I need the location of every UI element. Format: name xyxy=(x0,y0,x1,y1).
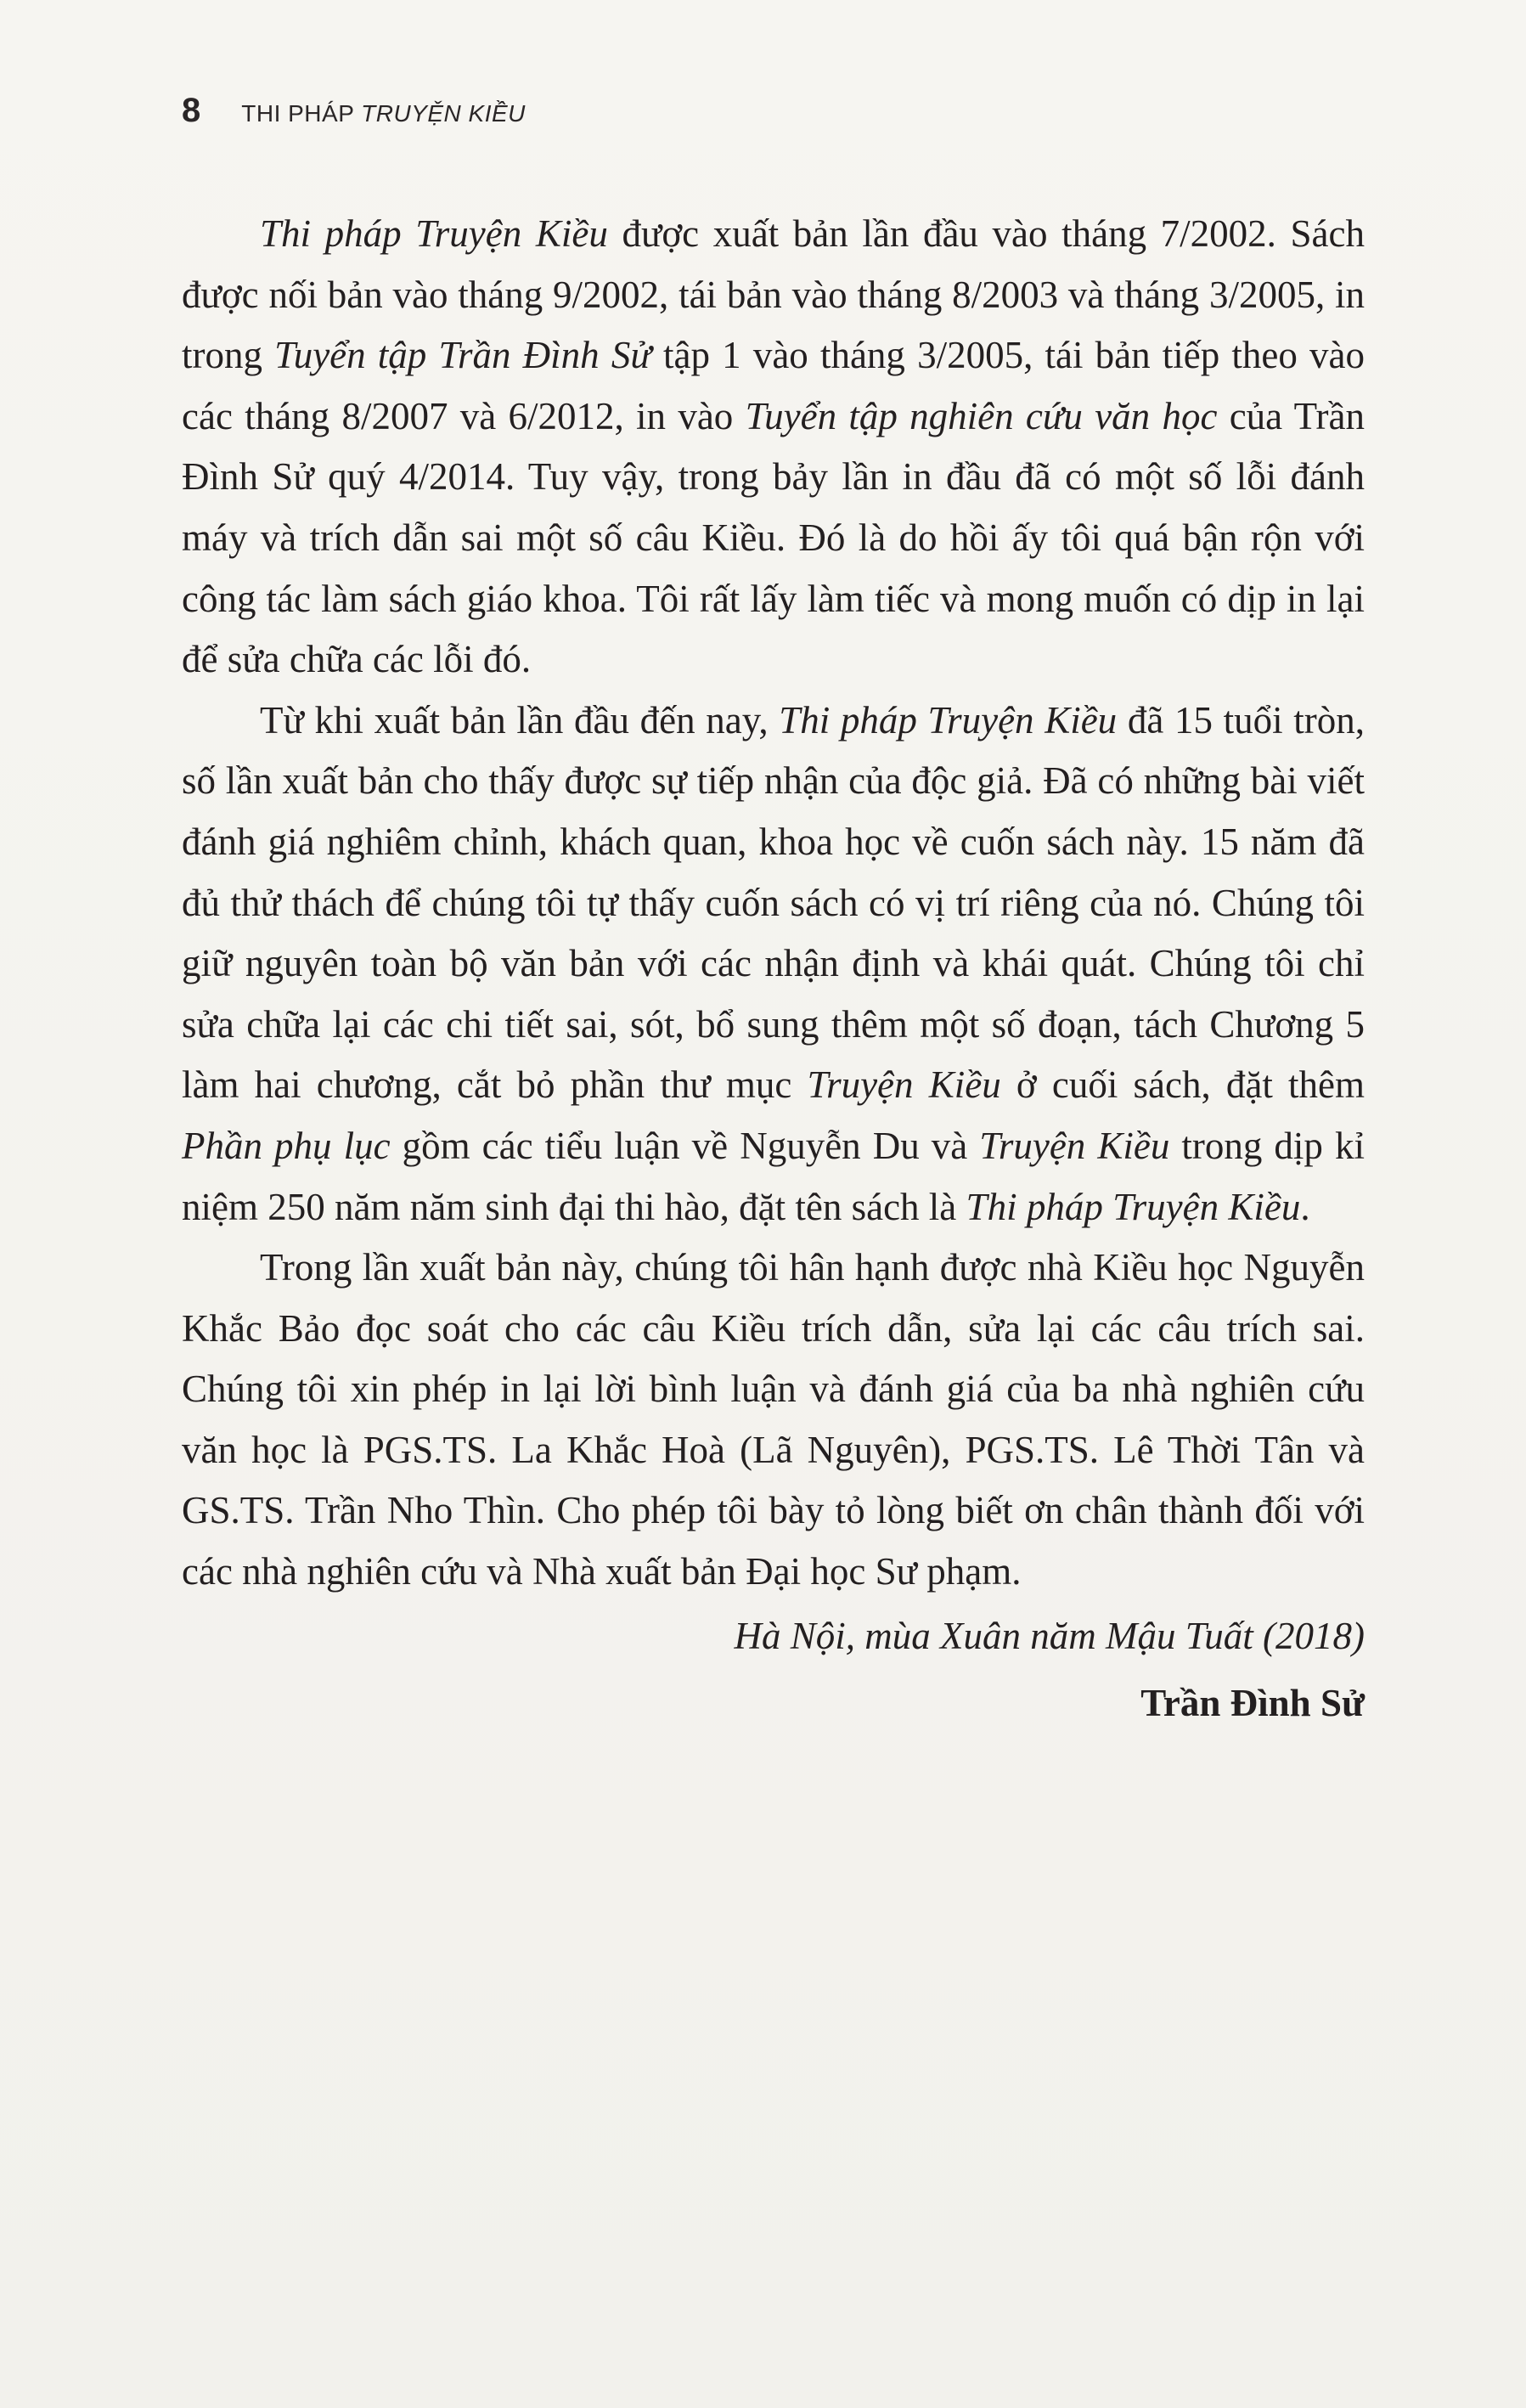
text-segment: Từ khi xuất bản lần đầu đến nay, xyxy=(260,698,780,742)
running-title xyxy=(241,100,526,127)
italic-text-segment: Thi pháp Truyện Kiều xyxy=(779,698,1118,742)
italic-text-segment: Tuyển tập Trần Đình Sử xyxy=(274,334,651,377)
paragraph-3 xyxy=(182,1238,1365,1603)
place-date: Hà Nội, mùa Xuân năm Mậu Tuất (2018) xyxy=(734,1614,1365,1657)
italic-text-segment: Truyện Kiều xyxy=(807,1063,1001,1107)
body-text xyxy=(182,204,1365,1734)
text-segment: đã 15 tuổi tròn, số lần xuất bản cho thấy được sự tiếp nhận của độc giả. Đã có những bài viết đánh giá nghiêm chỉnh, khách quan, khoa học về cuốn sách này. 15 năm đã đủ thử thách để chúng tôi tự thấy cuốn sách có vị trí riêng của nó. Chúng tôi giữ nguyên toàn bộ văn bản với các nhận định và khái quát. Chúng tôi chỉ sửa chữa lại các chi tiết sai, sót, bổ sung thêm một số đoạn, tách Chương 5 làm hai chương, cắt bỏ phần thư mục xyxy=(182,698,1365,1107)
text-segment: gồm các tiểu luận về Nguyễn Du và xyxy=(390,1124,980,1167)
italic-text-segment: Tuyển tập nghiên cứu văn học xyxy=(745,394,1218,437)
paragraph-1 xyxy=(182,204,1365,691)
author-name: Trần Đình Sử xyxy=(1140,1682,1365,1725)
text-segment: của Trần Đình Sử quý 4/2014. Tuy vậy, trong bảy lần in đầu đã có một số lỗi đánh máy và trích dẫn sai một số câu Kiều. Đó là do hồi ấy tôi quá bận rộn với công tác làm sách giáo khoa. Tôi rất lấy làm tiếc và mong muốn có dịp in lại để sửa chữa các lỗi đó. xyxy=(182,394,1365,681)
running-title-italic: TRUYỆN KIỀU xyxy=(361,100,526,127)
italic-text-segment: Phần phụ lục xyxy=(182,1124,391,1167)
text-segment: . xyxy=(1300,1185,1310,1228)
text-segment: tập 1 vào tháng 3/2005, tái bản tiếp theo vào các tháng 8/2007 và 6/2012, in vào xyxy=(182,334,1365,437)
paragraph-2 xyxy=(182,691,1365,1238)
italic-text-segment: Truyện Kiều xyxy=(979,1124,1170,1167)
running-title-prefix: THI PHÁP xyxy=(241,100,354,127)
italic-text-segment: Thi pháp Truyện Kiều xyxy=(966,1185,1301,1228)
running-header xyxy=(182,92,526,134)
signoff xyxy=(182,1606,1365,1734)
text-segment: trong dịp kỉ niệm 250 năm năm sinh đại thi hào, đặt tên sách là xyxy=(182,1124,1365,1228)
text-segment: ở cuối sách, đặt thêm xyxy=(1000,1063,1365,1107)
italic-text-segment: Thi pháp Truyện Kiều xyxy=(260,212,608,255)
page-number: 8 xyxy=(182,92,201,129)
text-segment: được xuất bản lần đầu vào tháng 7/2002. Sách được nối bản vào tháng 9/2002, tái bản vào tháng 8/2003 và tháng 3/2005, in trong xyxy=(182,212,1366,377)
text-segment: Trong lần xuất bản này, chúng tôi hân hạnh được nhà Kiều học Nguyễn Khắc Bảo đọc soát cho các câu Kiều trích dẫn, sửa lại các câu trích sai. Chúng tôi xin phép in lại lời bình luận và đánh giá của ba nhà nghiên cứu văn học là PGS.TS. La Khắc Hoà (Lã Nguyên), PGS.TS. Lê Thời Tân và GS.TS. Trần Nho Thìn. Cho phép tôi bày tỏ lòng biết ơn chân thành đối với các nhà nghiên cứu và Nhà xuất bản Đại học Sư phạm. xyxy=(182,1246,1365,1593)
